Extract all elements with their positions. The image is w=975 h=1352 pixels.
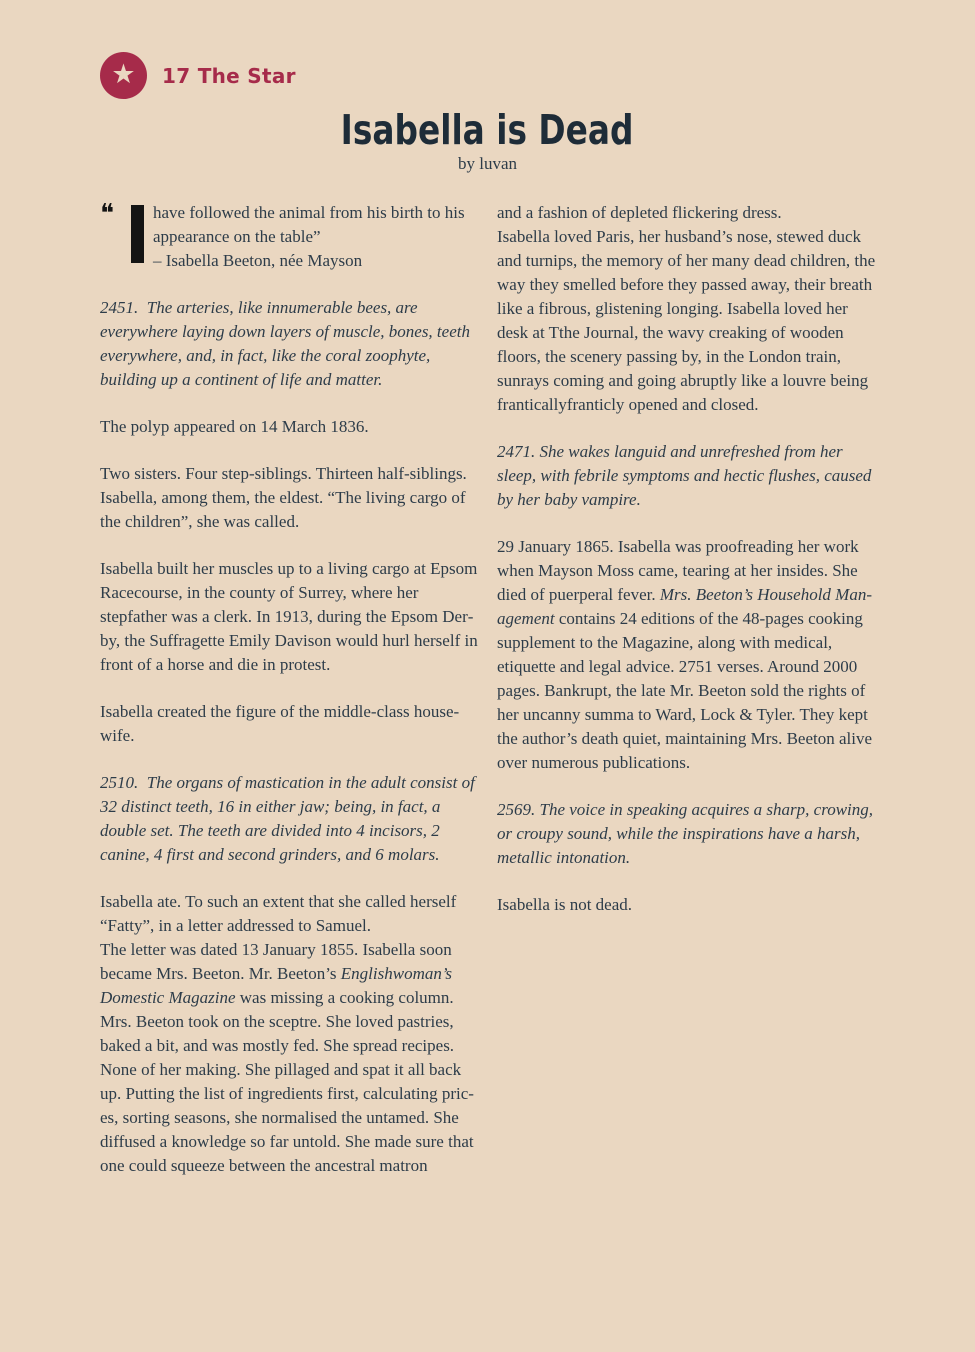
verse-paragraph: 2510. The organs of mastication in the adult consist of 32 distinct teeth, 16 in either jaw; being, in fact, a double set. The teeth are divided into 4 incisors, 2 canine, 4 first and second grinders, and 6 molars. (100, 773, 475, 864)
page-title (0, 108, 975, 152)
body-paragraph: Isabella created the figure of the middle-class housewife. (100, 702, 460, 745)
pull-quote (100, 201, 480, 273)
page-title-text: Isabella is Dead (341, 106, 634, 154)
body-paragraph: 29 January 1865. Isabella was proofreading her work when Mayson Moss came, tearing at her insides. She died of puerperal fever. Mrs. Beeton’s Household Management contains 24 editions of the 48-pages cooking supplement to the Magazine, along with medical, etiquette and legal advice. 2751 verses. Around 2000 pages. Bankrupt, the late Mr. Beeton sold the rights of her uncanny summa to Ward, Lock & Tyler. They kept the author’s death quiet, maintaining Mrs. Beeton alive over numerous publications. (497, 537, 873, 772)
byline: by luvan (457, 154, 518, 173)
right-column (497, 201, 877, 1178)
chapter-label: 17 The Star (162, 63, 296, 88)
body-paragraph: The polyp appeared on 14 March 1836. (100, 417, 369, 436)
star-badge (100, 52, 147, 99)
body-paragraph: and a fashion of depleted flickering dress. Isabella loved Paris, her husband’s nose, stewed duck and turnips, the memory of her many dead children, the way they smelled before they passed away, their breath like a fibrous, glistening longing. Isabella loved her desk at Tthe Journal, the wavy creaking of wooden floors, the scenery passing by, in the London train, sunrays coming and going abruptly like a louvre being franticallyfranticly opened and closed. (497, 203, 876, 414)
left-column (100, 201, 480, 1178)
star-icon: ★ (111, 59, 136, 90)
quote-body (153, 201, 480, 273)
body-paragraph: Two sisters. Four step-siblings. Thirteen half-siblings. Isabella, among them, the eldest. “The living cargo of the children”, she was called. (100, 464, 467, 531)
verse-paragraph: 2451. The arteries, like innumerable bees, are everywhere laying down layers of muscle, bones, teeth everywhere, and, in fact, like the coral zoophyte, building up a continent of life and matter. (100, 298, 470, 389)
text-columns (0, 201, 975, 1178)
body-paragraph: Isabella is not dead. (497, 895, 633, 914)
body-paragraph: Isabella ate. To such an extent that she called herself “Fatty”, in a letter addressed to Samuel. The letter was dated 13 January 1855. Isabella soon became Mrs. Beeton. Mr. Beeton’s Englishwoman’s Domestic Magazine was missing a cooking column. Mrs. Beeton took on the sceptre. She loved pastries, baked a bit, and was mostly fed. She spread recipes. None of her making. She pillaged and spat it all back up. Putting the list of ingredients first, calculating prices, sorting seasons, she normalised the untamed. She diffused a knowledge so far untold. She made sure that one could squeeze between the ancestral matron (100, 892, 474, 1175)
quote-text: have followed the animal from his birth to his appearance on the table” (153, 203, 465, 246)
verse-paragraph: 2471. She wakes languid and unrefreshed from her sleep, with febrile symptoms and hectic flushes, caused by her baby vampire. (497, 442, 872, 509)
open-quote-icon: ❝ (100, 199, 114, 229)
body-paragraph: Isabella built her muscles up to a living cargo at Epsom Racecourse, in the county of Surrey, where her stepfather was a clerk. In 1913, during the Epsom Derby, the Suffragette Emily Davison would hurl herself in front of a horse and die in protest. (100, 559, 478, 674)
chapter-header (100, 52, 975, 99)
quote-attribution: – Isabella Beeton, née Mayson (153, 251, 363, 270)
dropcap-i (131, 205, 144, 263)
verse-paragraph: 2569. The voice in speaking acquires a sharp, crowing, or croupy sound, while the inspirations have a harsh, metallic intonation. (497, 800, 874, 867)
book-page (0, 52, 975, 1352)
